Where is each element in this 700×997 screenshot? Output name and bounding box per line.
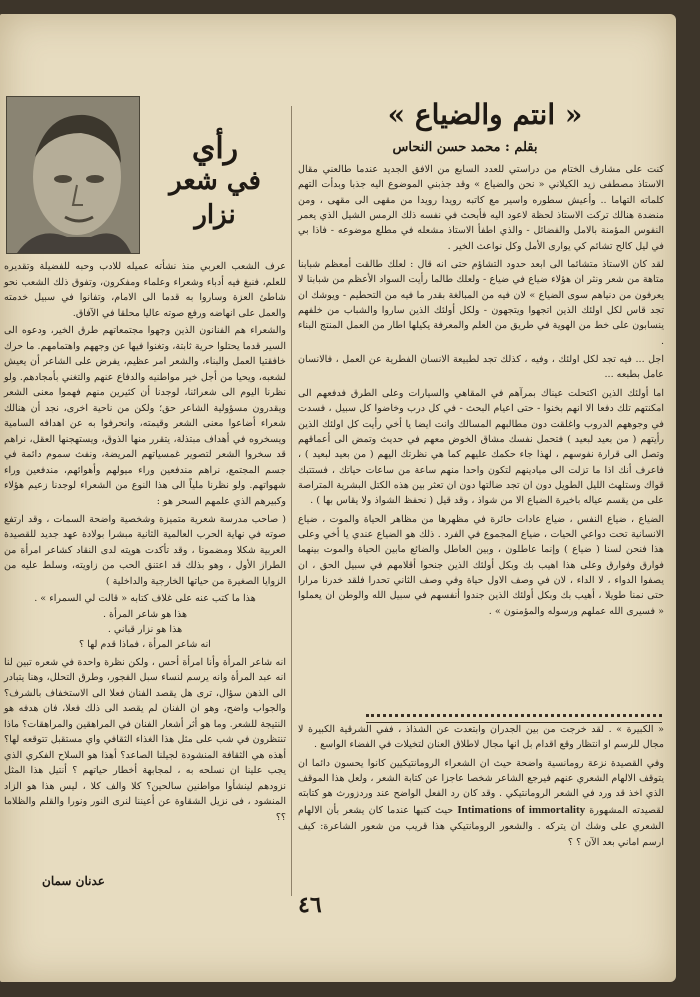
page-number: ٤٦: [298, 892, 322, 918]
right-paragraph-2: لقد كان الاستاذ متشائما الى ابعد حدود التشاؤم حتى انه قال : لعلك طالقت أمعظم شبابنا متاهة من شعر ونثر ان هؤلاء ضياع في ضياع - ولعلك طالما رأيت السواد الأعظم من شبابنا لا يعرفون من دنياهم سوى الضياع » لان فيه من المبالغة بقدر ما فيه من التحطيم - ويوشك ان تجد قاس لكل اولئك الذين اتجهوا ويتجهون - ولكل أولئك الذين ساروا والشباب من خلفهم ينسابون على خط من الهوية في طريق من العلم والمعرفة يكيلها اطار من العمل المنتج البناء .: [298, 259, 664, 347]
left-author-signature: عدنان سمان: [42, 874, 105, 888]
right-paragraph-6: « الكبيرة » . لقد خرجت من بين الجدران وابتعدت عن الشذاذ ، ففي الشرقية الكبيرة لا مجال للرسم او انتظار وقع اقدام بل انها مجال لاطلاق العنان لتخيلات في الفضاء الواسع .: [298, 724, 664, 751]
magazine-page: [0, 14, 676, 982]
poem-line: هذا هو شاعر المرأة .: [102, 608, 188, 620]
poem-line: هذا هو نزار قباني .: [107, 623, 183, 635]
right-paragraph-8-text: حيث كتبها عندما كان يشعر بأن الالهام الشعري: [298, 804, 664, 833]
author-portrait-photo: [6, 96, 140, 254]
right-continuation-body: [298, 722, 664, 853]
left-paragraph-3: ( صاحب مدرسة شعرية متميزة وشخصية واضحة السمات ، وقد ارتفع صوته في نهاية الحرب العالمية الثانية مبشرا بولادة عهد جديد للقصيدة العربية شكلا ومضمونا ، وقد تأكدت هويته لدى النقاد كشاعر امرأة من الطراز الأول ، وهو بذلك قد اعتنق الحب من زاويته، وسلط عليه من الزوايا الصغيرة من حياتها الخارجية والداخلية ): [4, 513, 286, 587]
opinion-title-line2: في شعر نزار: [169, 166, 261, 230]
poem-line: انه شاعر المرأة ، فماذا قدم لها ؟: [79, 639, 211, 651]
right-paragraph-4: اما أولئك الذين اكتحلت عيناك بمرآهم في المقاهي والسيارات وعلى الطرق فدفعهم الى امكنتهم تلك دفعا الا انهم بخنوا - حتى اعيام البحث - في كل درب وخاضوا كل سبيل ، فسدت في وجوههم الدروب واغلقت دون مطالبهم المسالك وانت ايضا يا أخي رأيت كل اولئك الذين رأيتهم ( من بعيد لبعيد ) فتحمل نفسك مشاق الخوض معهم في حديث وتمض الى أعماقهم وتصل الى قرارة نفوسهم ، لهذا جاء حكمك عليهم كما هي نظرتك اليهم ( من بعيد لبعيد ) ، فاعرف أنك اذا ما تزلت الى ميادينهم لتكون واحدا منهم ساعة من ساعات حياتك ، فستتبك قواك وستلهث الليل الطويل دون ان تجد ضالتها دون ان تعثر بين هذه الكتل البشرية المتراصة على من يقسم عياله باخيرة الضياع الا من شواذ ، وقد قيل ( نحفظ الشواذ ولا يقاس بها ) .: [298, 387, 664, 507]
portrait-image: [7, 97, 139, 253]
column-divider: [291, 106, 292, 896]
opinion-title-line1: رأي: [191, 131, 239, 166]
poem-lines: [4, 591, 286, 652]
article-byline: بقلم : محمد حسن النحاس: [392, 140, 538, 155]
english-title-part2: immortality: [528, 803, 586, 816]
right-paragraph-5: الضياع ، ضياع النفس ، ضياع عادات حائرة في مظهرها من مظاهر الحياة والموت ، ضياع الانسانية تحت دواعي الحيات ، ضياع المجموع في الفرد . ذلك هو الضياع عندي يا أخي وعلى هذا فنحن لسنا ( ضياع ) وإنما عاطلون ، وبين العاطل والضائع مابين الحياة والموت بينهما فوارق وفوارق وعلى هذا اهيب بك وبكل أولئك الذين جنحوا أقلامهم في سبيل الحق ، ان يصفوا الدواء ، لا الداء ، لان في وصف الاول حياة وفي وصف الثاني تحدرا فلقد خدرنا مرارا حتى نمنا طويلا ، أهيب بك وبكل أولئك الذين جندوا أنفسهم في سبيل الله والوطن ان يعملوا « فسيرى الله عملهم ورسوله والمؤمنون » .: [298, 513, 664, 617]
english-title-part1: Intimations of: [457, 803, 525, 816]
right-paragraph-1: كنت على مشارف الختام من دراستي للعدد السابع من الافق الجديد عندما طالعني مقال الاستاذ مصطفى زيد الكيلاني « نحن والضياع » وقد جذبني الموضوع اليه جذبا وبدأت التهم كلماته التهاما .. وأعيش سطوره واسير مع كاتبه رويدا رويدا من مقهى الى مقهى ، ومن منضدة هنالك تركت الاستاذ لحظة لاعود اليه فأبحث في نفسه ذلك الرمس الشيل الذي يعمر النفوس المؤمنة بالامل والفضائل - والذي اطفأ الاستاذ مشعله في مطلع موضوعه - فاذا بي في ليل كالح تشائم كي يوارى الأمل وكل نواعث الخير .: [298, 164, 664, 252]
left-paragraph-4: انه شاعر المرأة وأنا امرأة أحس ، ولكن نظرة واحدة في شعره تبين لنا انه عبد المرأة وانه يرسم لنساء سبل الفجور، وطرق التحلل، وهنا يتبادر الى الذهن سؤال، ترى هل يقصد الفنان فعلا الى الاستخفاف بالشرف؟ والجواب واضح، وهو ان الفنان لم يقصد الى ذلك فعلا، فان هدفه هو النتيجة للشعر. وما هو أثر أشعار الفنان في المراهقين والمراهقات؟ ماذا تنتظرون في شب على مثل هذا الغذاء الثقافي واي مستقبل تتوقعه لها؟ أهذه هي الثقافة المنشودة لجيلنا الصاعد؟ أهذا هو السلاح الفكري الذي يجب علينا ان نسلحه به ، لمجابهة أخطار حياتهم ؟ أنتيل هذا المثل نزودهم لينشأوا مواطنين سالحين؟ كلا والف كلا ، ليس هذا هو الزاد المنشود ، فى نزيل الشقاوة عن أعيننا لنرى النور ونورا والقلم والظلاما ؟؟: [4, 656, 286, 823]
right-paragraph-7-text: وفي القصيدة نزعة رومانسية واضحة حيث ان الشعراء الرومانتيكيين كانوا يحسون دائما ان يتوقف الالهام الشعري عنهم فيرجع الشاعر شخصا عاجزا عن كتابة الشعر ، ولعل هذا الموقف الذي اخذ قد ورد في الشعر الرومانتيكي . وقد كان رد الفعل الواضح عند وردزورث هو كتابته لقصيدته المشهورة: [298, 757, 664, 816]
left-paragraph-1: عرف الشعب العربي منذ نشأته عميله للادب وحبه للفضيلة وتقديره للعلم، فنبغ فيه أدباء وشعراء وعلماء ومفكرون، وتفوق ذلك الشعب نحو شاطئ العزة وساروا به قدما الى الامام، وتفانوا في سبيل خدمته والعمل على انهاضه ورفع صوته عاليا محلقا في الآفاق.: [4, 261, 286, 319]
right-article-body: [298, 162, 664, 622]
right-paragraph-7: [298, 756, 664, 850]
poem-line: هذا ما كتب عنه على غلاف كتابه « قالت لي السمراء » .: [34, 593, 256, 605]
right-paragraph-3: اجل ... فيه تجد لكل اولئك ، وفيه ، كذلك تجد لطبيعة الانسان الفطرية عن العمل ، فالانسان عامل بطبعه ...: [298, 354, 664, 381]
left-paragraph-2: والشعراء هم الفنانون الذين وجهوا مجتمعاتهم طرق الخير، ودعوه الى السير قدما يحتلوا حرية ثابتة، وتغنوا فيها عن وجههم واهتمامهم. ما حرك خافقتيا العمل والبناء، والشعر امر عظيم، يفرض على الشاعر أن يعيش لشعبه، ويحيا من أجل خير مواطنيه والدفاع عنهم والتغني بأمجادهم. ولو نظرنا اليوم الى شعرائنا، لوجدنا أن كثيرين منهم فهموا معنى الشعر ويقدرون مسؤولية الشاعر حق؛ ولكن من ناحية اخرى، نجد أن هنالك شعراء أضاعوا معنى الشعر وقيمته، وانحرفوا به عن اهدافه السامية ويسخروه في أهداف مبتذلة، يتقرر منها الذوق، ويستهجنها العقل، نراهم قد سخروا الشعر لتصوير غمسياتهم المريضة، ونفث سموم دائمة في جسم المجتمع، نراهم مندفعين وراء ميولهم وأهوائهم، مندفعين وراء شهواتهم. ولو نظرنا ملياً الى هذا النوع من الشعراء لوجدنا زعيم هؤلاء وكبيرهم الذي علمهم السحر هو :: [4, 325, 286, 507]
right-paragraph-9-text: على وشك ان يتركه . والشعور الرومانتيكي هذا قريب من شعور الشاعرة: كيف ارسم اماني بعد الآن ؟ ؟: [298, 821, 664, 848]
article-title: « انتم والضياع »: [387, 98, 583, 131]
left-article-body: [4, 259, 286, 827]
opinion-title: [150, 132, 280, 233]
